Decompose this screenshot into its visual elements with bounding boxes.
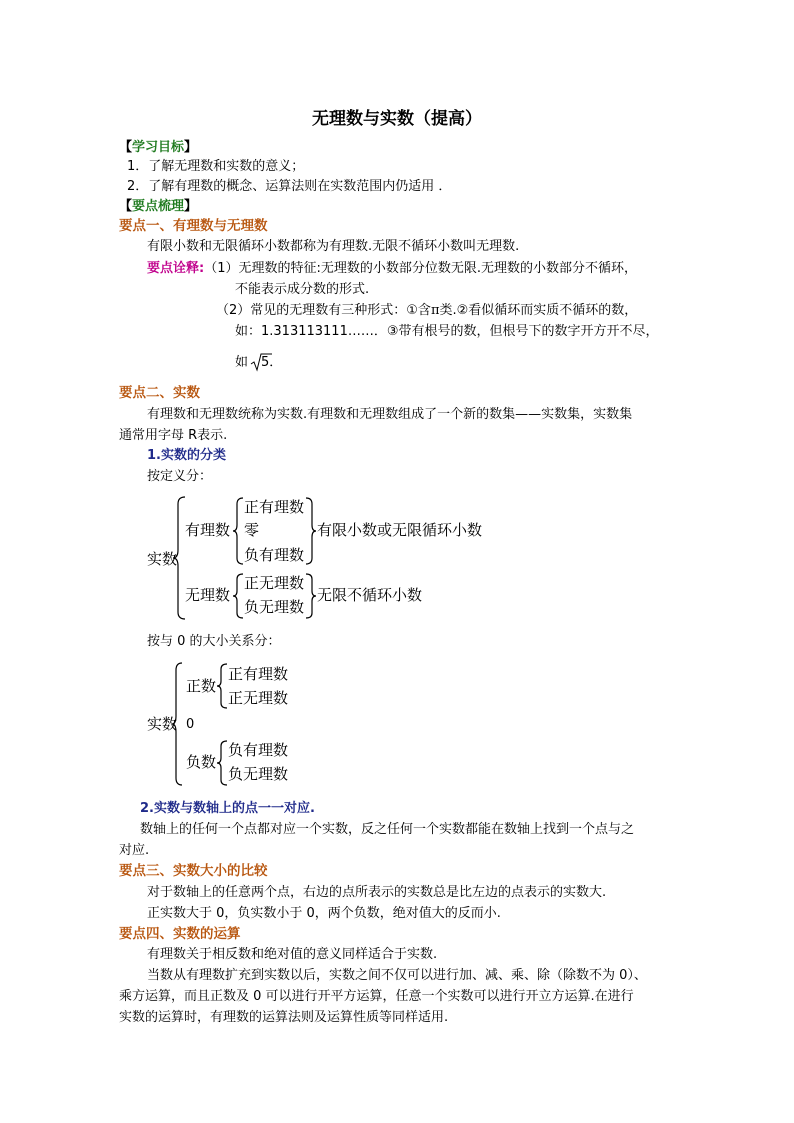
point2-sub2-text-b: 对应.: [119, 843, 150, 858]
sqrt-radicand: 5: [261, 355, 270, 370]
by-sign-label: 按与 0 的大小关系分：: [147, 634, 281, 649]
tree2-pos-rational: 正有理数: [228, 665, 289, 683]
tree2-root-brace: [172, 662, 184, 786]
point1-note2a: [216, 302, 637, 320]
goals-tag-label: 学习目标: [132, 140, 185, 155]
point4-text-c: 乘方运算，而且正数及 0 可以进行开平方运算，任意一个实数可以进行开立方运算.在进行: [119, 989, 634, 1004]
point1-note1b: 不能表示成分数的形式.: [235, 282, 370, 297]
tree2-root: 实数: [147, 715, 178, 733]
pi-symbol: π: [430, 303, 440, 318]
tree1-rational: 有理数: [185, 521, 231, 539]
note1-text: （1）无理数的特征:无理数的小数部分位数无限.无理数的小数部分不循环，: [204, 261, 637, 276]
point3-heading: 要点三、实数大小的比较: [119, 863, 268, 879]
note-label: 要点诠释:: [147, 261, 205, 276]
point2-sub2-text-a: 数轴上的任何一个点都对应一个实数，反之任何一个实数都能在数轴上找到一个点与之: [140, 822, 635, 837]
note2-post: 类.②看似循环而实质不循环的数，: [439, 303, 638, 318]
tree1-irrational-desc: 无限不循环小数: [317, 586, 423, 604]
point1-heading: 要点一、有理数与无理数: [119, 218, 268, 234]
point3-text-b: 正实数大于 0，负实数小于 0，两个负数，绝对值大的反而小.: [147, 906, 501, 921]
tree1-neg-rational: 负有理数: [244, 546, 305, 564]
point4-text-b: 当数从有理数扩充到实数以后，实数之间不仅可以进行加、减、乘、除（除数不为 0）、: [147, 968, 647, 983]
by-definition-label: 按定义分：: [147, 469, 213, 484]
tree1-pos-irrational: 正无理数: [244, 574, 305, 592]
point1-note1a: [147, 260, 637, 278]
tree1-rational-desc: 有限小数或无限循环小数: [317, 521, 483, 539]
tree1-rational-right-brace: [304, 497, 316, 565]
note2-pre: （2）常见的无理数有三种形式：①含: [216, 303, 431, 318]
tree1-zero: 零: [244, 521, 260, 539]
point4-heading: 要点四、实数的运算: [119, 926, 241, 942]
note2c-post: ．: [269, 355, 283, 370]
note2c-pre: 如: [235, 355, 249, 370]
tree1-pos-rational: 正有理数: [244, 498, 305, 516]
goal-item-1: 1．了解无理数和实数的意义；: [127, 159, 305, 174]
page-title: 无理数与实数（提高）: [312, 109, 482, 129]
point4-text-a: 有理数关于相反数和绝对值的意义同样适合于实数.: [147, 947, 438, 962]
tree1-neg-irrational: 负无理数: [244, 598, 305, 616]
tree2-negative: 负数: [186, 753, 217, 771]
point3-text-a: 对于数轴上的任意两个点，右边的点所表示的实数总是比左边的点表示的实数大.: [147, 885, 607, 900]
point4-text-d: 实数的运算时，有理数的运算法则及运算性质等同样适用.: [119, 1010, 449, 1025]
summary-tag-label: 要点梳理: [132, 199, 185, 214]
goal-item-2: 2．了解有理数的概念、运算法则在实数范围内仍适用 ．: [127, 179, 452, 194]
tree2-neg-rational: 负有理数: [228, 741, 289, 759]
point2-sub2: 2.实数与数轴上的点一一对应.: [140, 801, 315, 816]
summary-tag: 【要点梳理】: [119, 199, 198, 214]
sqrt-expression: [250, 354, 269, 372]
point1-note2c: [235, 354, 282, 372]
tree2-positive: 正数: [186, 677, 217, 695]
tree1-root: 实数: [147, 550, 178, 568]
goals-tag: 【学习目标】: [119, 140, 198, 155]
tree2-neg-irrational: 负无理数: [228, 765, 289, 783]
point2-text-b: 通常用字母 R表示.: [119, 428, 228, 443]
tree1-irrational-right-brace: [304, 573, 316, 619]
tree1-irrational: 无理数: [185, 586, 231, 604]
point1-text: 有限小数和无限循环小数都称为有理数.无限不循环小数叫无理数.: [147, 239, 520, 254]
point2-text-a: 有理数和无理数统称为实数.有理数和无理数组成了一个新的数集——实数集，实数集: [147, 407, 633, 422]
point2-sub1: 1.实数的分类: [147, 448, 226, 463]
tree2-pos-irrational: 正无理数: [228, 689, 289, 707]
sqrt-icon: [250, 352, 272, 372]
tree2-zero: 0: [186, 717, 195, 732]
point2-heading: 要点二、实数: [119, 385, 200, 401]
point1-note2b: 如：1.313113111……．③带有根号的数，但根号下的数字开方开不尽，: [235, 324, 659, 339]
